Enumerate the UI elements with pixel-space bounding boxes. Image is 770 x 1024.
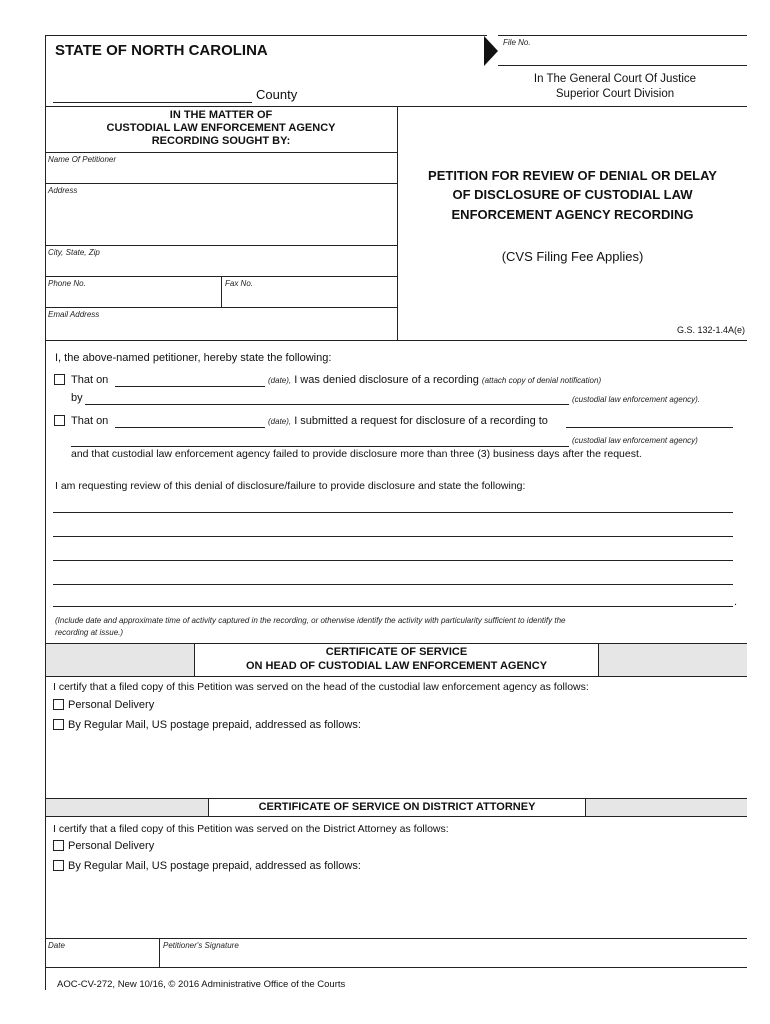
matter-line3: RECORDING SOUGHT BY: bbox=[151, 135, 291, 147]
review-period: . bbox=[734, 596, 738, 608]
cert1-title1: CERTIFICATE OF SERVICE bbox=[325, 646, 468, 658]
opt2-rest: I submitted a request for disclosure of a recording to bbox=[294, 415, 548, 427]
opt1-rest: I was denied disclosure of a recording bbox=[294, 374, 479, 386]
opt1-date-field[interactable] bbox=[115, 386, 265, 387]
opt2-date-row bbox=[268, 415, 548, 427]
opt1-attach: (attach copy of denial notification) bbox=[481, 376, 602, 385]
cert2-title: CERTIFICATE OF SERVICE ON DISTRICT ATTORNEY bbox=[258, 801, 536, 813]
petition-title-line3: ENFORCEMENT AGENCY RECORDING bbox=[451, 207, 694, 222]
county-field[interactable] bbox=[53, 102, 252, 103]
cert1-address-area[interactable] bbox=[68, 735, 728, 795]
cert1-mail-checkbox[interactable] bbox=[53, 719, 64, 730]
footer-text: AOC-CV-272, New 10/16, © 2016 Administrative Office of the Courts bbox=[57, 979, 346, 990]
cert2-personal-label: Personal Delivery bbox=[68, 840, 155, 852]
include-note-1: (Include date and approximate time of activity captured in the recording, or otherwise identify the activity with particularity sufficient to identify the bbox=[55, 616, 566, 625]
opt2-that-on: That on bbox=[71, 415, 109, 427]
intro-text: I, the above-named petitioner, hereby state the following: bbox=[55, 352, 332, 364]
court-line1: In The General Court Of Justice bbox=[533, 73, 697, 85]
court-line2: Superior Court Division bbox=[555, 88, 675, 100]
name-label: Name Of Petitioner bbox=[48, 155, 117, 164]
signature-label: Petitioner's Signature bbox=[163, 941, 239, 950]
review-line-5[interactable] bbox=[53, 606, 733, 607]
opt1-that-on: That on bbox=[71, 374, 109, 386]
failed-checkbox[interactable] bbox=[54, 415, 65, 426]
cert2-mail-checkbox[interactable] bbox=[53, 860, 64, 871]
review-line-1[interactable] bbox=[53, 512, 733, 513]
cert2-certify: I certify that a filed copy of this Petition was served on the District Attorney as follows: bbox=[53, 823, 449, 835]
email-field[interactable] bbox=[47, 320, 395, 335]
cert1-mail-label: By Regular Mail, US postage prepaid, addressed as follows: bbox=[68, 719, 361, 731]
date-label: Date bbox=[48, 941, 65, 950]
matter-line2: CUSTODIAL LAW ENFORCEMENT AGENCY bbox=[106, 122, 336, 134]
phone-field[interactable] bbox=[47, 289, 219, 304]
opt2-date-field[interactable] bbox=[115, 427, 265, 428]
address-label: Address bbox=[48, 186, 78, 195]
fax-label: Fax No. bbox=[225, 279, 254, 288]
opt1-date-row bbox=[268, 374, 601, 386]
fax-field[interactable] bbox=[224, 289, 395, 304]
petition-title-line1: PETITION FOR REVIEW OF DENIAL OR DELAY bbox=[428, 168, 717, 183]
email-label: Email Address bbox=[48, 310, 100, 319]
opt2-agency-inline-field[interactable] bbox=[566, 427, 733, 428]
date-field[interactable] bbox=[47, 951, 157, 965]
address-field[interactable] bbox=[47, 196, 395, 241]
cert1-title2: ON HEAD OF CUSTODIAL LAW ENFORCEMENT AGENCY bbox=[245, 660, 548, 672]
review-line-3[interactable] bbox=[53, 560, 733, 561]
state-title: STATE OF NORTH CAROLINA bbox=[55, 42, 268, 59]
opt2-date-label: (date), bbox=[268, 417, 292, 426]
petition-title-line2: OF DISCLOSURE OF CUSTODIAL LAW bbox=[452, 187, 693, 202]
cert2-personal-checkbox[interactable] bbox=[53, 840, 64, 851]
cert2-mail-label: By Regular Mail, US postage prepaid, addressed as follows: bbox=[68, 860, 361, 872]
phone-label: Phone No. bbox=[48, 279, 86, 288]
include-note-2: recording at issue.) bbox=[55, 628, 124, 637]
opt2-agency-field[interactable] bbox=[71, 446, 569, 447]
cert1-certify: I certify that a filed copy of this Petition was served on the head of the custodial law enforcement agency as follows: bbox=[53, 681, 589, 693]
opt1-date-label: (date), bbox=[268, 376, 292, 385]
denied-checkbox[interactable] bbox=[54, 374, 65, 385]
city-field[interactable] bbox=[47, 258, 395, 273]
review-text: I am requesting review of this denial of disclosure/failure to provide disclosure and state the following: bbox=[55, 480, 526, 492]
review-line-4[interactable] bbox=[53, 584, 733, 585]
opt2-failed-text: and that custodial law enforcement agency failed to provide disclosure more than three (3) business days after the request. bbox=[71, 448, 642, 460]
review-line-2[interactable] bbox=[53, 536, 733, 537]
opt1-agency-field[interactable] bbox=[85, 404, 569, 405]
filing-fee-note: (CVS Filing Fee Applies) bbox=[501, 249, 644, 264]
opt2-agency-label: (custodial law enforcement agency) bbox=[572, 436, 698, 445]
file-no-arrow-icon bbox=[482, 35, 500, 67]
matter-line1: IN THE MATTER OF bbox=[169, 109, 273, 121]
file-no-label: File No. bbox=[503, 38, 531, 47]
name-field[interactable] bbox=[47, 165, 395, 180]
county-label: County bbox=[256, 87, 298, 102]
cert1-personal-label: Personal Delivery bbox=[68, 699, 155, 711]
cert2-address-area[interactable] bbox=[68, 876, 728, 934]
opt1-by: by bbox=[71, 392, 83, 404]
city-label: City, State, Zip bbox=[48, 248, 100, 257]
cert1-personal-checkbox[interactable] bbox=[53, 699, 64, 710]
statute-ref: G.S. 132-1.4A(e) bbox=[676, 325, 745, 335]
opt1-agency-label: (custodial law enforcement agency). bbox=[572, 395, 701, 404]
signature-field[interactable] bbox=[162, 951, 745, 965]
